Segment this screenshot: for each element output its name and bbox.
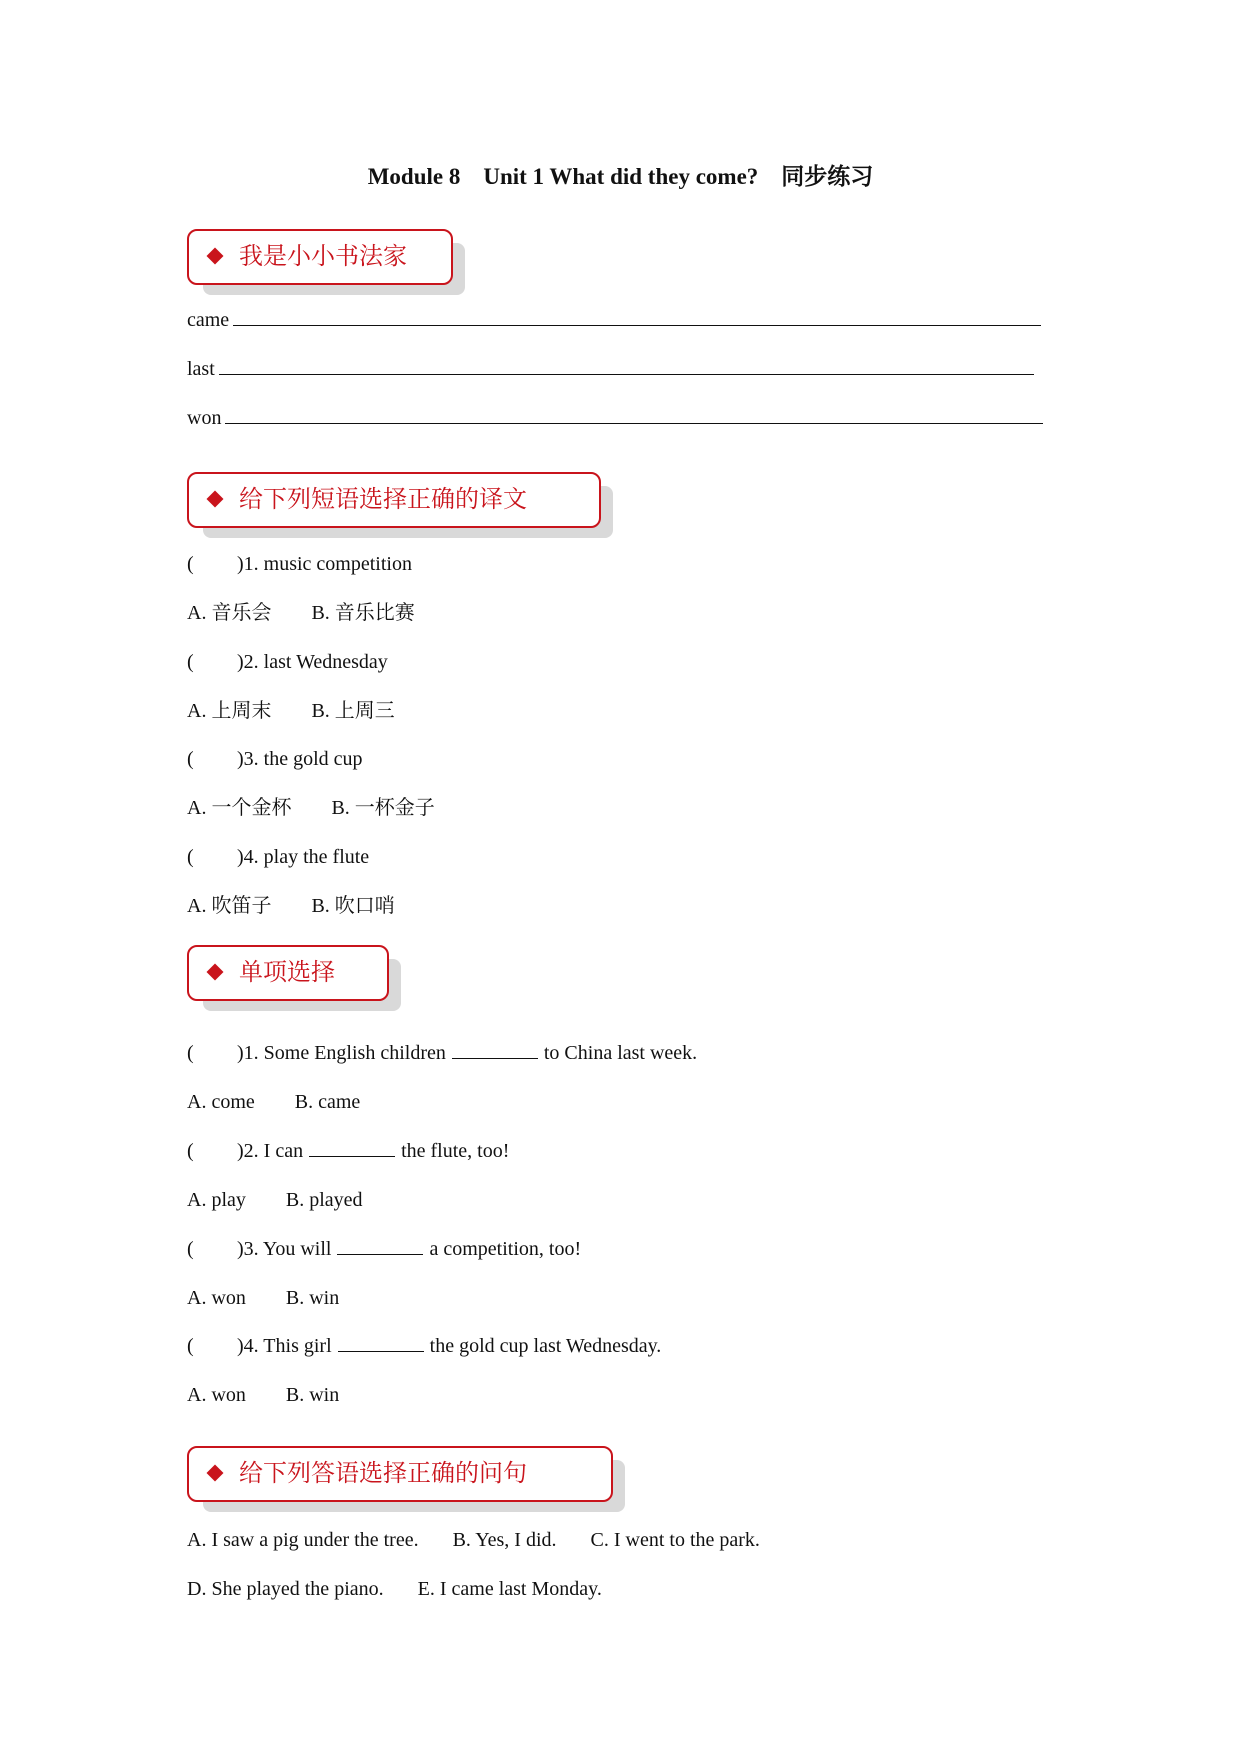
question-text: )4. This girl — [237, 1335, 332, 1357]
section-heading-calligraphy — [187, 229, 453, 285]
option-b: B. 音乐比赛 — [311, 602, 415, 624]
options-row — [187, 1187, 363, 1213]
options-row — [187, 600, 415, 626]
options-row — [187, 1089, 360, 1115]
section-heading-label: 我是小小书法家 — [239, 244, 407, 270]
answer-options-row — [187, 1527, 760, 1553]
options-row — [187, 893, 395, 919]
section-heading-translation — [187, 472, 601, 528]
answer-option-a: A. I saw a pig under the tree. — [187, 1529, 419, 1551]
answer-option-d: D. She played the piano. — [187, 1578, 384, 1600]
option-b: B. came — [294, 1091, 361, 1113]
copy-line-won — [187, 405, 1043, 431]
writing-blank[interactable] — [219, 373, 1034, 375]
options-row — [187, 1285, 339, 1311]
question-row: ( )4. This girl the gold cup last Wednesday. — [187, 1335, 662, 1357]
question-row: ( )2. I can the flute, too! — [187, 1140, 510, 1162]
section-heading-label: 给下列短语选择正确的译文 — [239, 487, 527, 513]
answer-blank[interactable] — [452, 1057, 538, 1059]
question-row: ( )2. last Wednesday — [187, 651, 388, 673]
question-row: ( )1. Some English children to China last week. — [187, 1042, 698, 1064]
section-heading-label: 给下列答语选择正确的问句 — [239, 1461, 527, 1487]
section-heading-single-choice — [187, 945, 389, 1001]
question-text-end: the flute, too! — [401, 1140, 510, 1162]
option-b: B. 吹口哨 — [311, 895, 395, 917]
copy-line-last — [187, 356, 1034, 382]
page-title: Module 8 Unit 1 What did they come? 同步练习 — [367, 164, 874, 189]
option-a: A. won — [187, 1287, 246, 1309]
question-text: )1. music competition — [237, 553, 412, 575]
question-row: ( )1. music competition — [187, 553, 412, 575]
section-heading-questions — [187, 1446, 613, 1502]
option-a: A. won — [187, 1384, 246, 1406]
answer-option-c: C. I went to the park. — [590, 1529, 760, 1551]
question-text-end: the gold cup last Wednesday. — [429, 1335, 662, 1357]
question-text: )4. play the flute — [237, 846, 370, 868]
option-b: B. win — [285, 1384, 340, 1406]
question-text-end: to China last week. — [543, 1042, 698, 1064]
option-a: A. come — [187, 1091, 255, 1113]
copy-word: last — [187, 358, 215, 380]
option-b: B. played — [285, 1189, 363, 1211]
copy-word: won — [187, 407, 222, 429]
options-row — [187, 795, 435, 821]
question-text-end: a competition, too! — [429, 1238, 582, 1260]
answer-option-b: B. Yes, I did. — [452, 1529, 557, 1551]
option-a: A. 上周末 — [187, 700, 272, 722]
writing-blank[interactable] — [225, 422, 1043, 424]
options-row — [187, 1382, 339, 1408]
question-text: )3. the gold cup — [237, 748, 363, 770]
diamond-icon — [207, 491, 224, 508]
diamond-icon — [207, 964, 224, 981]
option-b: B. 上周三 — [311, 700, 395, 722]
answer-blank[interactable] — [338, 1350, 424, 1352]
answer-options-row — [187, 1576, 602, 1602]
question-text: )2. I can — [237, 1140, 304, 1162]
question-text: )2. last Wednesday — [237, 651, 388, 673]
diamond-icon — [207, 248, 224, 265]
question-row: ( )4. play the flute — [187, 846, 370, 868]
options-row — [187, 698, 395, 724]
option-a: A. 音乐会 — [187, 602, 272, 624]
option-a: A. 吹笛子 — [187, 895, 272, 917]
option-a: A. play — [187, 1189, 246, 1211]
diamond-icon — [207, 1465, 224, 1482]
copy-line-came — [187, 307, 1041, 333]
answer-option-e: E. I came last Monday. — [417, 1578, 602, 1600]
question-text: )1. Some English children — [237, 1042, 446, 1064]
section-heading-label: 单项选择 — [239, 960, 335, 986]
option-b: B. win — [285, 1287, 340, 1309]
writing-blank[interactable] — [233, 324, 1041, 326]
option-b: B. 一杯金子 — [331, 797, 435, 819]
question-row: ( )3. You will a competition, too! — [187, 1238, 582, 1260]
question-text: )3. You will — [237, 1238, 332, 1260]
question-row: ( )3. the gold cup — [187, 748, 363, 770]
option-a: A. 一个金杯 — [187, 797, 292, 819]
answer-blank[interactable] — [337, 1253, 423, 1255]
copy-word: came — [187, 309, 230, 331]
answer-blank[interactable] — [309, 1155, 395, 1157]
